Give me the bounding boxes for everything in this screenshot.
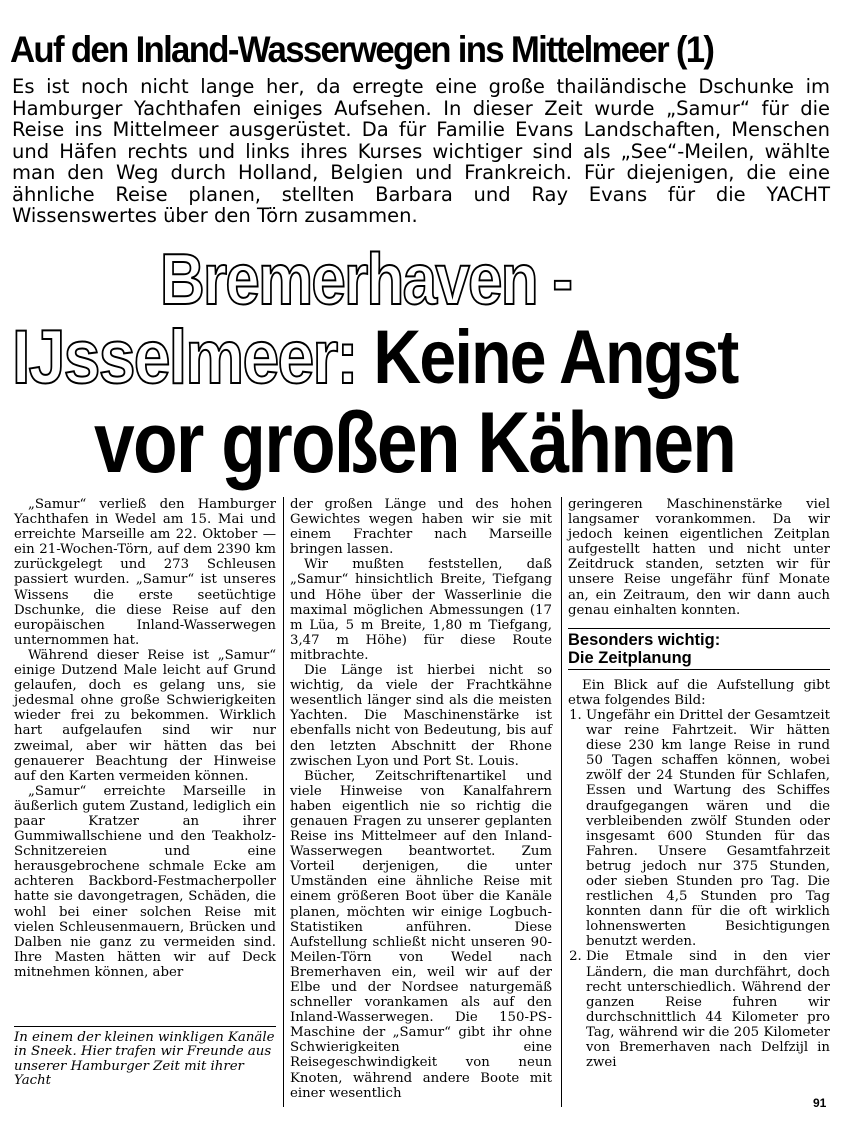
paragraph: Bücher, Zeitschriftenartikel und viele Hinweise von Kanalfahrern haben eigentlich nie so richtig die genauen Fragen zu unserer geplanten Reise ins Mittelmeer auf den Inland-Wasserwegen beantwortet. Zum Vorteil derjenigen, die unter Umständen eine ähnliche Reise mit einem größeren Boot über die Kanäle planen, möchten wir einige Logbuch-Statistiken anführen. Diese Aufstellung schließt nicht unseren 90-Meilen-Törn von Wedel nach Bremerhaven ein, weil wir auf der Elbe und der Nordsee naturgemäß schneller vorankamen als auf den Inland-Wasserwegen. Die 150-PS-Maschine der „Samur“ gibt ihr ohne Schwierigkeiten eine Reisegeschwindigkeit von neun Knoten, während andere Boote mit einer wesentlich — [290, 768, 552, 1101]
headline-line-3: vor großen Kähnen — [94, 395, 736, 491]
paragraph: der großen Länge und des hohen Gewichtes wegen haben wir sie mit einem Frachter nach Marseille bringen lassen. — [290, 497, 552, 558]
headline-solid-part: Keine Angst — [356, 315, 738, 400]
numbered-list — [568, 708, 830, 1070]
page-number: 91 — [813, 1096, 827, 1110]
intro-text: Es ist noch nicht lange her, da erregte eine große thailändische Dschunke im Hamburger Yachthafen einiges Aufsehen. In dieser Zeit wurde „Samur“ für die Reise ins Mittelmeer ausgerüstet. Da für Familie Evans Landschaften, Menschen und Häfen rechts und links ihres Kurses wichtiger sind als „See“-Meilen, wählte man den Weg durch Holland, Belgien und Frankreich. Für diejenigen, die eine ähnliche Reise planen, stellten Barbara und Ray Evans für die YACHT Wissenswertes über den Törn zusammen. — [12, 75, 830, 227]
kicker-headline: Auf den Inland-Wasserwegen ins Mittelmeer (1) — [10, 29, 714, 70]
section-subheading — [568, 628, 830, 670]
column-rule — [283, 497, 284, 1107]
paragraph: „Samur“ erreichte Marseille in äußerlich gutem Zustand, lediglich ein paar Kratzer an ihrer Gummiwallschiene und den Teakholz-Schnitzereien und eine herausgebrochene schmale Ecke am achteren Backbord-Festmacherpoller hatte sie davongetragen, Schäden, die wohl bei einer solchen Reise mit vielen Schleusenmauern, Brücken und Dalben nie ganz zu vermeiden sind. Ihre Masten hätten wir auf Deck mitnehmen können, aber — [14, 783, 276, 980]
paragraph: „Samur“ verließ den Hamburger Yachthafen in Wedel am 15. Mai und erreichte Marseille am 22. Oktober — ein 21-Wochen-Törn, auf dem 2390 km zurückgelegt und 273 Schleusen passiert wurden. „Samur“ ist unseres Wissens die erste seetüchtige Dschunke, die diese Reise auf den europäischen Inland-Wasserwegen unternommen hat. — [14, 497, 276, 648]
paragraph: Während dieser Reise ist „Samur“ einige Dutzend Male leicht auf Grund gelaufen, doch es gelang uns, sie jedesmal ohne große Schwierigkeiten wieder frei zu bekommen. Wirklich hart aufgelaufen sind wir nur zweimal, aber wir hätten das bei genauerer Beachtung der Hinweise auf den Karten vermeiden können. — [14, 647, 276, 784]
list-item: 2. Die Etmale sind in den vier Ländern, die man durchfährt, doch recht unterschiedlich. Während der ganzen Reise fuhren wir durchschnittlich 44 Kilometer pro Tag, während wir die 205 Kilometer von Bremerhaven nach Delfzijl in zwei — [586, 949, 830, 1070]
text-column-1 — [14, 497, 276, 980]
paragraph: geringeren Maschinenstärke viel langsamer vorankommen. Da wir jedoch keinen eigentlichen Zeitplan aufgestellt hatten und nicht unter Zeitdruck standen, setzten wir für unsere Reise ungefähr fünf Monate an, ein Zeitraum, den wir dann auch genau einhalten konnten. — [568, 497, 830, 618]
photo-caption: In einem der kleinen winkligen Kanäle in Sneek. Hier trafen wir Freunde aus unserer Hamburger Zeit mit ihrer Yacht — [14, 1026, 276, 1089]
paragraph: Wir mußten feststellen, daß „Samur“ hinsichtlich Breite, Tiefgang und Höhe über der Wasserlinie die maximal möglichen Abmessungen (17 m Lüa, 5 m Breite, 1,80 m Tiefgang, 3,47 m Höhe) für diese Route mitbrachte. — [290, 557, 552, 663]
text-column-2 — [290, 497, 552, 1101]
paragraph: Die Länge ist hierbei nicht so wichtig, da viele der Frachtkähne wesentlich länger sind als die meisten Yachten. Die Maschinenstärke ist ebenfalls nicht von Bedeutung, bis auf den letzten Abschnitt der Rhone zwischen Lyon und Port St. Louis. — [290, 663, 552, 769]
text-column-3 — [568, 497, 830, 1070]
subheading-line: Besonders wichtig: — [568, 630, 721, 649]
column-rule — [561, 497, 562, 1107]
headline-line-2 — [12, 316, 738, 400]
list-item: 1. Ungefähr ein Drittel der Gesamtzeit war reine Fahrtzeit. Wir hätten diese 230 km lange Reise in rund 50 Tagen schaffen können, wobei zwölf der 24 Stunden für Schlafen, Essen und Wartung des Schiffes draufgegangen wären und die verbleibenden zwölf Stunden oder insgesamt 600 Stunden für das Fahren. Unsere Gesamtfahrzeit betrug jedoch nur 375 Stunden, oder sieben Stunden pro Tag. Die restlichen 4,5 Stunden pro Tag konnten dann für die oft wirklich lohnenswerten Besichtigungen benutzt werden. — [586, 708, 830, 950]
paragraph: Ein Blick auf die Aufstellung gibt etwa folgendes Bild: — [568, 677, 830, 708]
headline-outline-part: IJsselmeer: — [12, 315, 357, 400]
subheading-line: Die Zeitplanung — [568, 648, 692, 667]
headline-line-1: Bremerhaven - — [160, 240, 572, 320]
